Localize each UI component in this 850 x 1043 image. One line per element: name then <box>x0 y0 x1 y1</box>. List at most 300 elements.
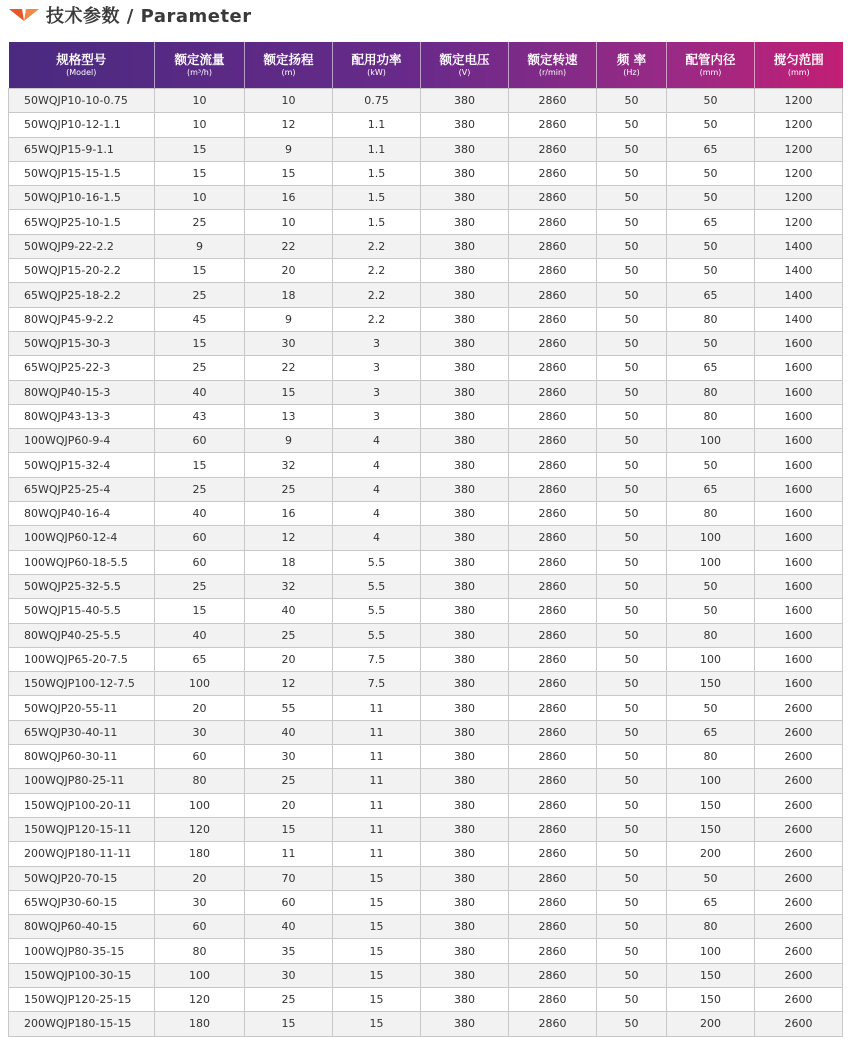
cell-head: 20 <box>245 793 333 817</box>
cell-head: 10 <box>245 89 333 113</box>
cell-mixing-range: 1600 <box>755 526 843 550</box>
cell-power: 15 <box>333 866 421 890</box>
cell-voltage: 380 <box>421 963 509 987</box>
cell-flow: 180 <box>155 1012 245 1036</box>
table-row <box>9 890 843 914</box>
cell-head: 40 <box>245 599 333 623</box>
cell-speed: 2860 <box>509 599 597 623</box>
cell-flow: 120 <box>155 817 245 841</box>
cell-mixing-range: 1200 <box>755 186 843 210</box>
cell-pipe-diameter: 50 <box>667 453 755 477</box>
cell-pipe-diameter: 100 <box>667 647 755 671</box>
cell-model: 80WQJP43-13-3 <box>9 404 155 428</box>
cell-power: 11 <box>333 793 421 817</box>
cell-model: 50WQJP9-22-2.2 <box>9 234 155 258</box>
cell-speed: 2860 <box>509 356 597 380</box>
cell-flow: 15 <box>155 137 245 161</box>
cell-frequency: 50 <box>597 793 667 817</box>
table-row <box>9 769 843 793</box>
cell-model: 50WQJP15-32-4 <box>9 453 155 477</box>
cell-frequency: 50 <box>597 647 667 671</box>
cell-frequency: 50 <box>597 429 667 453</box>
table-body <box>9 89 843 1037</box>
cell-power: 5.5 <box>333 599 421 623</box>
cell-voltage: 380 <box>421 89 509 113</box>
cell-speed: 2860 <box>509 987 597 1011</box>
cell-frequency: 50 <box>597 963 667 987</box>
cell-speed: 2860 <box>509 647 597 671</box>
cell-pipe-diameter: 150 <box>667 817 755 841</box>
cell-head: 20 <box>245 259 333 283</box>
cell-pipe-diameter: 100 <box>667 526 755 550</box>
cell-head: 12 <box>245 526 333 550</box>
cell-pipe-diameter: 65 <box>667 210 755 234</box>
table-row <box>9 502 843 526</box>
cell-flow: 80 <box>155 939 245 963</box>
table-row <box>9 720 843 744</box>
cell-voltage: 380 <box>421 477 509 501</box>
cell-speed: 2860 <box>509 234 597 258</box>
cell-head: 15 <box>245 380 333 404</box>
cell-power: 11 <box>333 745 421 769</box>
cell-flow: 20 <box>155 866 245 890</box>
cell-head: 25 <box>245 987 333 1011</box>
table-row <box>9 137 843 161</box>
cell-voltage: 380 <box>421 526 509 550</box>
table-row <box>9 161 843 185</box>
cell-frequency: 50 <box>597 915 667 939</box>
cell-pipe-diameter: 65 <box>667 477 755 501</box>
cell-power: 5.5 <box>333 623 421 647</box>
brand-logo-icon <box>8 6 40 24</box>
table-row <box>9 234 843 258</box>
cell-pipe-diameter: 80 <box>667 915 755 939</box>
column-header-frequency: 频 率 (Hz) <box>597 42 667 89</box>
cell-power: 15 <box>333 915 421 939</box>
cell-speed: 2860 <box>509 842 597 866</box>
cell-voltage: 380 <box>421 550 509 574</box>
cell-speed: 2860 <box>509 890 597 914</box>
table-row <box>9 283 843 307</box>
cell-power: 3 <box>333 356 421 380</box>
cell-power: 1.5 <box>333 161 421 185</box>
cell-model: 50WQJP20-55-11 <box>9 696 155 720</box>
cell-pipe-diameter: 50 <box>667 186 755 210</box>
cell-pipe-diameter: 50 <box>667 113 755 137</box>
cell-power: 1.5 <box>333 210 421 234</box>
cell-voltage: 380 <box>421 161 509 185</box>
cell-model: 80WQJP40-25-5.5 <box>9 623 155 647</box>
cell-power: 15 <box>333 939 421 963</box>
cell-voltage: 380 <box>421 331 509 355</box>
cell-voltage: 380 <box>421 356 509 380</box>
cell-speed: 2860 <box>509 1012 597 1036</box>
cell-voltage: 380 <box>421 745 509 769</box>
cell-flow: 30 <box>155 890 245 914</box>
cell-pipe-diameter: 50 <box>667 574 755 598</box>
cell-speed: 2860 <box>509 89 597 113</box>
cell-mixing-range: 2600 <box>755 915 843 939</box>
cell-power: 5.5 <box>333 574 421 598</box>
cell-speed: 2860 <box>509 113 597 137</box>
cell-frequency: 50 <box>597 186 667 210</box>
cell-frequency: 50 <box>597 526 667 550</box>
column-header-flow: 额定流量 (m³/h) <box>155 42 245 89</box>
table-row <box>9 623 843 647</box>
parameter-table <box>8 42 843 1037</box>
cell-head: 15 <box>245 817 333 841</box>
cell-mixing-range: 1600 <box>755 356 843 380</box>
cell-head: 9 <box>245 137 333 161</box>
column-header-speed: 额定转速 (r/min) <box>509 42 597 89</box>
cell-voltage: 380 <box>421 453 509 477</box>
cell-pipe-diameter: 80 <box>667 307 755 331</box>
cell-speed: 2860 <box>509 745 597 769</box>
cell-frequency: 50 <box>597 331 667 355</box>
cell-mixing-range: 1400 <box>755 259 843 283</box>
section-header <box>8 0 252 30</box>
cell-mixing-range: 1600 <box>755 429 843 453</box>
cell-flow: 180 <box>155 842 245 866</box>
cell-mixing-range: 2600 <box>755 720 843 744</box>
cell-frequency: 50 <box>597 210 667 234</box>
cell-voltage: 380 <box>421 793 509 817</box>
cell-mixing-range: 1400 <box>755 234 843 258</box>
column-header-voltage: 额定电压 (V) <box>421 42 509 89</box>
cell-mixing-range: 1200 <box>755 161 843 185</box>
cell-voltage: 380 <box>421 283 509 307</box>
cell-head: 9 <box>245 429 333 453</box>
table-row <box>9 696 843 720</box>
cell-head: 11 <box>245 842 333 866</box>
table-row <box>9 866 843 890</box>
cell-mixing-range: 1200 <box>755 113 843 137</box>
cell-head: 22 <box>245 234 333 258</box>
cell-model: 65WQJP15-9-1.1 <box>9 137 155 161</box>
cell-flow: 60 <box>155 745 245 769</box>
cell-pipe-diameter: 50 <box>667 331 755 355</box>
cell-model: 150WQJP100-12-7.5 <box>9 672 155 696</box>
cell-pipe-diameter: 150 <box>667 793 755 817</box>
cell-power: 4 <box>333 502 421 526</box>
cell-pipe-diameter: 80 <box>667 502 755 526</box>
cell-power: 11 <box>333 696 421 720</box>
cell-pipe-diameter: 50 <box>667 866 755 890</box>
cell-model: 65WQJP30-40-11 <box>9 720 155 744</box>
cell-frequency: 50 <box>597 745 667 769</box>
column-header-model: 规格型号 (Model) <box>9 42 155 89</box>
cell-frequency: 50 <box>597 259 667 283</box>
cell-speed: 2860 <box>509 259 597 283</box>
cell-flow: 65 <box>155 647 245 671</box>
cell-power: 3 <box>333 404 421 428</box>
cell-mixing-range: 1600 <box>755 502 843 526</box>
cell-pipe-diameter: 80 <box>667 404 755 428</box>
cell-model: 100WQJP80-25-11 <box>9 769 155 793</box>
cell-flow: 100 <box>155 793 245 817</box>
cell-flow: 120 <box>155 987 245 1011</box>
cell-head: 10 <box>245 210 333 234</box>
cell-speed: 2860 <box>509 550 597 574</box>
cell-frequency: 50 <box>597 89 667 113</box>
cell-speed: 2860 <box>509 793 597 817</box>
table-row <box>9 307 843 331</box>
cell-flow: 25 <box>155 210 245 234</box>
cell-power: 1.5 <box>333 186 421 210</box>
cell-model: 50WQJP15-15-1.5 <box>9 161 155 185</box>
column-header-pipe-diameter: 配管内径 (mm) <box>667 42 755 89</box>
cell-flow: 15 <box>155 161 245 185</box>
cell-frequency: 50 <box>597 696 667 720</box>
cell-model: 100WQJP60-9-4 <box>9 429 155 453</box>
cell-pipe-diameter: 80 <box>667 623 755 647</box>
cell-voltage: 380 <box>421 866 509 890</box>
table-row <box>9 599 843 623</box>
cell-power: 11 <box>333 842 421 866</box>
cell-model: 50WQJP25-32-5.5 <box>9 574 155 598</box>
cell-model: 150WQJP120-15-11 <box>9 817 155 841</box>
cell-flow: 40 <box>155 623 245 647</box>
table-row <box>9 817 843 841</box>
cell-pipe-diameter: 80 <box>667 380 755 404</box>
cell-pipe-diameter: 50 <box>667 89 755 113</box>
cell-model: 50WQJP10-12-1.1 <box>9 113 155 137</box>
cell-flow: 20 <box>155 696 245 720</box>
cell-voltage: 380 <box>421 672 509 696</box>
cell-mixing-range: 1600 <box>755 599 843 623</box>
cell-power: 15 <box>333 963 421 987</box>
cell-frequency: 50 <box>597 307 667 331</box>
cell-frequency: 50 <box>597 477 667 501</box>
parameter-table-container <box>8 42 842 1037</box>
cell-model: 150WQJP100-20-11 <box>9 793 155 817</box>
cell-mixing-range: 1600 <box>755 550 843 574</box>
cell-mixing-range: 2600 <box>755 866 843 890</box>
cell-mixing-range: 1600 <box>755 477 843 501</box>
cell-pipe-diameter: 65 <box>667 720 755 744</box>
cell-mixing-range: 2600 <box>755 793 843 817</box>
cell-speed: 2860 <box>509 210 597 234</box>
cell-mixing-range: 1400 <box>755 283 843 307</box>
cell-flow: 15 <box>155 599 245 623</box>
cell-head: 15 <box>245 1012 333 1036</box>
column-header-mixing-range: 搅匀范围 (mm) <box>773 51 824 78</box>
cell-head: 16 <box>245 186 333 210</box>
cell-frequency: 50 <box>597 769 667 793</box>
cell-power: 15 <box>333 987 421 1011</box>
cell-head: 32 <box>245 574 333 598</box>
table-row <box>9 404 843 428</box>
cell-mixing-range: 1200 <box>755 210 843 234</box>
cell-flow: 45 <box>155 307 245 331</box>
cell-model: 65WQJP25-25-4 <box>9 477 155 501</box>
cell-head: 40 <box>245 915 333 939</box>
cell-mixing-range: 1600 <box>755 453 843 477</box>
cell-frequency: 50 <box>597 380 667 404</box>
cell-model: 50WQJP15-40-5.5 <box>9 599 155 623</box>
cell-flow: 10 <box>155 89 245 113</box>
cell-head: 30 <box>245 963 333 987</box>
cell-head: 15 <box>245 161 333 185</box>
cell-speed: 2860 <box>509 672 597 696</box>
cell-speed: 2860 <box>509 429 597 453</box>
cell-frequency: 50 <box>597 453 667 477</box>
cell-power: 5.5 <box>333 550 421 574</box>
table-row <box>9 987 843 1011</box>
cell-power: 3 <box>333 331 421 355</box>
cell-flow: 80 <box>155 769 245 793</box>
cell-head: 22 <box>245 356 333 380</box>
cell-power: 4 <box>333 453 421 477</box>
cell-frequency: 50 <box>597 161 667 185</box>
cell-head: 30 <box>245 745 333 769</box>
cell-frequency: 50 <box>597 502 667 526</box>
cell-mixing-range: 1600 <box>755 672 843 696</box>
cell-frequency: 50 <box>597 866 667 890</box>
cell-head: 32 <box>245 453 333 477</box>
table-row <box>9 331 843 355</box>
cell-model: 65WQJP30-60-15 <box>9 890 155 914</box>
cell-head: 60 <box>245 890 333 914</box>
table-row <box>9 842 843 866</box>
cell-head: 18 <box>245 550 333 574</box>
table-row <box>9 453 843 477</box>
cell-speed: 2860 <box>509 331 597 355</box>
cell-frequency: 50 <box>597 890 667 914</box>
table-row <box>9 793 843 817</box>
cell-mixing-range: 2600 <box>755 817 843 841</box>
cell-mixing-range: 2600 <box>755 890 843 914</box>
cell-pipe-diameter: 200 <box>667 842 755 866</box>
cell-model: 200WQJP180-11-11 <box>9 842 155 866</box>
cell-flow: 100 <box>155 672 245 696</box>
cell-speed: 2860 <box>509 161 597 185</box>
cell-model: 80WQJP40-15-3 <box>9 380 155 404</box>
cell-frequency: 50 <box>597 283 667 307</box>
cell-model: 80WQJP40-16-4 <box>9 502 155 526</box>
cell-mixing-range: 2600 <box>755 769 843 793</box>
cell-speed: 2860 <box>509 696 597 720</box>
cell-mixing-range: 2600 <box>755 842 843 866</box>
cell-frequency: 50 <box>597 404 667 428</box>
cell-pipe-diameter: 100 <box>667 769 755 793</box>
cell-power: 2.2 <box>333 259 421 283</box>
cell-pipe-diameter: 50 <box>667 234 755 258</box>
cell-pipe-diameter: 100 <box>667 429 755 453</box>
cell-voltage: 380 <box>421 817 509 841</box>
cell-flow: 30 <box>155 720 245 744</box>
cell-speed: 2860 <box>509 186 597 210</box>
cell-mixing-range: 1600 <box>755 380 843 404</box>
cell-voltage: 380 <box>421 842 509 866</box>
cell-voltage: 380 <box>421 890 509 914</box>
cell-voltage: 380 <box>421 307 509 331</box>
table-row <box>9 429 843 453</box>
table-row <box>9 574 843 598</box>
cell-flow: 10 <box>155 113 245 137</box>
cell-flow: 25 <box>155 477 245 501</box>
table-row <box>9 647 843 671</box>
cell-voltage: 380 <box>421 623 509 647</box>
cell-frequency: 50 <box>597 939 667 963</box>
cell-model: 65WQJP25-22-3 <box>9 356 155 380</box>
cell-speed: 2860 <box>509 623 597 647</box>
cell-voltage: 380 <box>421 599 509 623</box>
cell-voltage: 380 <box>421 647 509 671</box>
column-header-head: 额定扬程 (m) <box>245 42 333 89</box>
cell-mixing-range: 2600 <box>755 696 843 720</box>
cell-frequency: 50 <box>597 842 667 866</box>
cell-voltage: 380 <box>421 429 509 453</box>
cell-head: 12 <box>245 113 333 137</box>
cell-frequency: 50 <box>597 356 667 380</box>
cell-head: 25 <box>245 769 333 793</box>
cell-flow: 60 <box>155 550 245 574</box>
table-row <box>9 939 843 963</box>
cell-speed: 2860 <box>509 526 597 550</box>
cell-pipe-diameter: 100 <box>667 550 755 574</box>
cell-head: 70 <box>245 866 333 890</box>
cell-speed: 2860 <box>509 817 597 841</box>
cell-flow: 25 <box>155 283 245 307</box>
cell-pipe-diameter: 50 <box>667 599 755 623</box>
cell-pipe-diameter: 50 <box>667 696 755 720</box>
cell-voltage: 380 <box>421 915 509 939</box>
cell-voltage: 380 <box>421 574 509 598</box>
cell-speed: 2860 <box>509 307 597 331</box>
cell-model: 50WQJP15-30-3 <box>9 331 155 355</box>
cell-flow: 40 <box>155 380 245 404</box>
table-row <box>9 89 843 113</box>
cell-pipe-diameter: 65 <box>667 137 755 161</box>
cell-frequency: 50 <box>597 574 667 598</box>
cell-power: 4 <box>333 477 421 501</box>
cell-flow: 25 <box>155 574 245 598</box>
table-row <box>9 113 843 137</box>
cell-head: 20 <box>245 647 333 671</box>
cell-speed: 2860 <box>509 963 597 987</box>
cell-power: 3 <box>333 380 421 404</box>
table-row <box>9 259 843 283</box>
cell-power: 15 <box>333 1012 421 1036</box>
cell-model: 150WQJP100-30-15 <box>9 963 155 987</box>
cell-pipe-diameter: 50 <box>667 161 755 185</box>
cell-power: 11 <box>333 720 421 744</box>
cell-speed: 2860 <box>509 404 597 428</box>
table-header <box>9 42 843 89</box>
table-row <box>9 1012 843 1036</box>
cell-head: 35 <box>245 939 333 963</box>
cell-frequency: 50 <box>597 550 667 574</box>
cell-mixing-range: 2600 <box>755 939 843 963</box>
cell-speed: 2860 <box>509 939 597 963</box>
header-row <box>9 42 843 89</box>
table-row <box>9 745 843 769</box>
cell-flow: 15 <box>155 453 245 477</box>
cell-model: 80WQJP60-40-15 <box>9 915 155 939</box>
cell-voltage: 380 <box>421 720 509 744</box>
cell-head: 12 <box>245 672 333 696</box>
cell-voltage: 380 <box>421 234 509 258</box>
cell-model: 50WQJP20-70-15 <box>9 866 155 890</box>
cell-speed: 2860 <box>509 477 597 501</box>
cell-speed: 2860 <box>509 866 597 890</box>
cell-frequency: 50 <box>597 623 667 647</box>
cell-mixing-range: 1600 <box>755 574 843 598</box>
cell-frequency: 50 <box>597 234 667 258</box>
cell-power: 15 <box>333 890 421 914</box>
cell-power: 4 <box>333 429 421 453</box>
